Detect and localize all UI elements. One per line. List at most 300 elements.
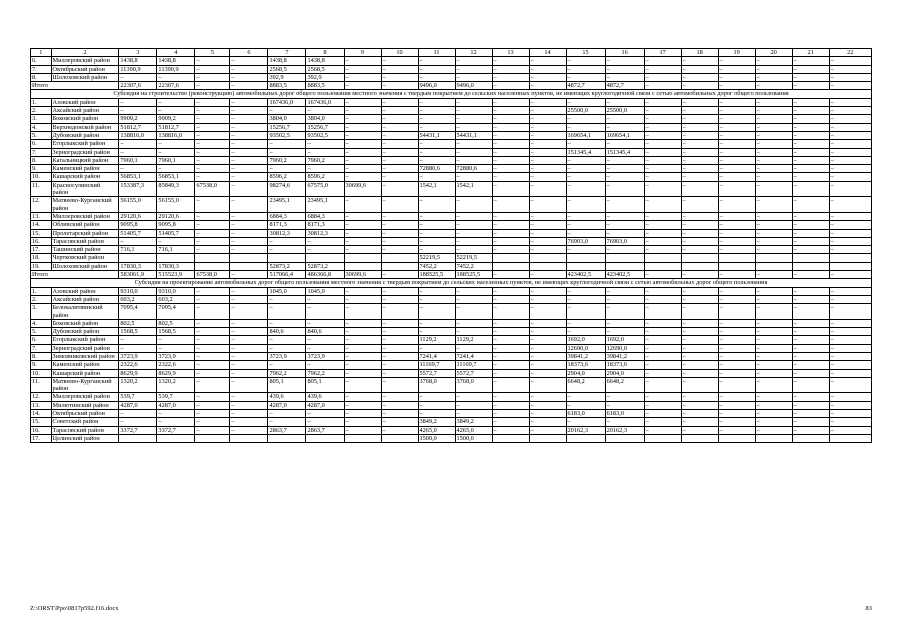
total-cell: 9496,0 xyxy=(418,82,455,90)
district-name: Октябрьский район xyxy=(51,410,119,418)
value-cell: – xyxy=(755,115,792,123)
value-cell: 11169,7 xyxy=(418,361,455,369)
total-cell: 517066,4 xyxy=(268,271,306,279)
column-number: 11 xyxy=(418,49,455,57)
value-cell: – xyxy=(492,369,529,377)
table-row xyxy=(31,148,872,156)
value-cell: 8171,3 xyxy=(268,221,306,229)
table-row xyxy=(31,181,872,197)
value-cell: – xyxy=(455,319,492,327)
value-cell: – xyxy=(381,73,418,81)
value-cell: – xyxy=(718,246,755,254)
table-row xyxy=(31,434,872,442)
value-cell: – xyxy=(230,221,268,229)
value-cell: – xyxy=(529,181,566,197)
value-cell: – xyxy=(681,181,718,197)
value-cell: – xyxy=(195,115,230,123)
value-cell: – xyxy=(755,173,792,181)
column-number: 15 xyxy=(566,49,605,57)
total-cell: – xyxy=(681,271,718,279)
value-cell: 2568,5 xyxy=(268,65,306,73)
value-cell xyxy=(829,262,871,270)
value-cell: – xyxy=(792,65,829,73)
value-cell: 54431,1 xyxy=(418,131,455,139)
district-name: Зерноградский район xyxy=(51,344,119,352)
value-cell: 840,6 xyxy=(268,328,306,336)
value-cell: 54431,1 xyxy=(455,131,492,139)
value-cell: – xyxy=(529,148,566,156)
column-number: 2 xyxy=(51,49,119,57)
value-cell: 6183,0 xyxy=(605,410,644,418)
value-cell: 1129,2 xyxy=(418,336,455,344)
column-number: 13 xyxy=(492,49,529,57)
value-cell: – xyxy=(829,246,871,254)
value-cell: 7095,4 xyxy=(157,304,195,320)
value-cell: – xyxy=(718,352,755,360)
value-cell: – xyxy=(755,237,792,245)
value-cell: – xyxy=(829,131,871,139)
value-cell: – xyxy=(829,65,871,73)
value-cell: – xyxy=(792,131,829,139)
value-cell: 72880,6 xyxy=(418,165,455,173)
value-cell: – xyxy=(718,237,755,245)
value-cell: – xyxy=(230,361,268,369)
value-cell: – xyxy=(381,156,418,164)
value-cell: – xyxy=(230,246,268,254)
value-cell: – xyxy=(566,165,605,173)
value-cell: – xyxy=(644,98,681,106)
value-cell xyxy=(306,254,344,262)
value-cell: – xyxy=(605,165,644,173)
value-cell: – xyxy=(792,319,829,327)
value-cell: – xyxy=(418,319,455,327)
value-cell: – xyxy=(344,131,381,139)
value-cell: – xyxy=(605,287,644,295)
total-label: Итого xyxy=(31,271,119,279)
value-cell: – xyxy=(195,212,230,220)
value-cell: – xyxy=(306,344,344,352)
section-heading: Субсидия на строительство (реконструкцию) автомобильных дорог общего пользования местного значения с твердым покрытием до сельских населенных пунктов, не имеющих круглогодичной связи с сетью автомобильных дорог общего пользования xyxy=(31,90,872,98)
value-cell: 1500,0 xyxy=(418,434,455,442)
value-cell: – xyxy=(195,123,230,131)
value-cell: – xyxy=(681,57,718,65)
value-cell: – xyxy=(718,156,755,164)
value-cell: – xyxy=(529,156,566,164)
page-number: 83 xyxy=(865,605,872,612)
value-cell: – xyxy=(681,344,718,352)
value-cell: – xyxy=(755,212,792,220)
value-cell: 56853,1 xyxy=(157,173,195,181)
value-cell: – xyxy=(381,131,418,139)
value-cell: – xyxy=(644,229,681,237)
value-cell: – xyxy=(792,115,829,123)
value-cell: 1542,1 xyxy=(455,181,492,197)
value-cell: – xyxy=(792,369,829,377)
value-cell xyxy=(157,254,195,262)
value-cell: – xyxy=(195,221,230,229)
value-cell: – xyxy=(644,361,681,369)
district-name: Дубовский район xyxy=(51,328,119,336)
table-row xyxy=(31,140,872,148)
value-cell: – xyxy=(644,181,681,197)
table-row xyxy=(31,73,872,81)
value-cell: 51812,7 xyxy=(157,123,195,131)
value-cell: – xyxy=(829,344,871,352)
value-cell: – xyxy=(529,57,566,65)
value-cell: 17830,3 xyxy=(157,262,195,270)
value-cell xyxy=(492,262,529,270)
value-cell: – xyxy=(681,221,718,229)
value-cell: – xyxy=(566,229,605,237)
total-cell: 4872,7 xyxy=(566,82,605,90)
value-cell: – xyxy=(230,304,268,320)
value-cell xyxy=(644,254,681,262)
value-cell: 1438,8 xyxy=(119,57,157,65)
row-number: 13. xyxy=(31,401,52,409)
value-cell: – xyxy=(755,181,792,197)
value-cell: – xyxy=(529,344,566,352)
value-cell xyxy=(268,254,306,262)
value-cell: – xyxy=(566,221,605,229)
value-cell xyxy=(755,434,792,442)
value-cell: – xyxy=(157,148,195,156)
table-row xyxy=(31,369,872,377)
value-cell: – xyxy=(644,221,681,229)
value-cell: 6884,3 xyxy=(268,212,306,220)
value-cell: – xyxy=(718,401,755,409)
value-cell: – xyxy=(829,173,871,181)
value-cell: – xyxy=(792,57,829,65)
value-cell: – xyxy=(344,352,381,360)
value-cell: – xyxy=(306,246,344,254)
value-cell: – xyxy=(755,418,792,426)
value-cell: 51405,7 xyxy=(119,229,157,237)
value-cell: 2322,6 xyxy=(119,361,157,369)
value-cell: 3804,0 xyxy=(268,115,306,123)
value-cell: – xyxy=(455,393,492,401)
value-cell: 169654,1 xyxy=(605,131,644,139)
value-cell: – xyxy=(755,319,792,327)
value-cell: – xyxy=(230,369,268,377)
value-cell: – xyxy=(792,165,829,173)
table-row xyxy=(31,377,872,393)
district-name: Тарасовский район xyxy=(51,237,119,245)
value-cell: – xyxy=(829,377,871,393)
row-number: 4. xyxy=(31,123,52,131)
value-cell: – xyxy=(718,361,755,369)
value-cell xyxy=(230,434,268,442)
value-cell: – xyxy=(529,197,566,213)
table-row xyxy=(31,123,872,131)
value-cell: – xyxy=(529,287,566,295)
value-cell: – xyxy=(681,173,718,181)
value-cell: – xyxy=(381,107,418,115)
value-cell: – xyxy=(605,295,644,303)
value-cell: – xyxy=(119,418,157,426)
value-cell: – xyxy=(644,287,681,295)
value-cell xyxy=(681,434,718,442)
value-cell: – xyxy=(344,344,381,352)
value-cell: – xyxy=(344,336,381,344)
value-cell: – xyxy=(455,246,492,254)
value-cell: – xyxy=(195,57,230,65)
value-cell: – xyxy=(605,115,644,123)
value-cell: – xyxy=(195,336,230,344)
value-cell: – xyxy=(829,123,871,131)
value-cell: – xyxy=(755,197,792,213)
value-cell: – xyxy=(755,148,792,156)
column-number: 22 xyxy=(829,49,871,57)
value-cell: – xyxy=(492,304,529,320)
row-number: 10. xyxy=(31,173,52,181)
value-cell: – xyxy=(381,165,418,173)
value-cell: 85849,3 xyxy=(157,181,195,197)
value-cell: – xyxy=(492,197,529,213)
row-number: 13. xyxy=(31,212,52,220)
table-row xyxy=(31,410,872,418)
value-cell: 17830,3 xyxy=(119,262,157,270)
value-cell: 439,6 xyxy=(268,393,306,401)
value-cell: – xyxy=(492,229,529,237)
value-cell: – xyxy=(718,123,755,131)
value-cell: – xyxy=(529,410,566,418)
table-row xyxy=(31,65,872,73)
value-cell: – xyxy=(381,361,418,369)
value-cell: – xyxy=(381,140,418,148)
value-cell: – xyxy=(344,197,381,213)
column-number: 6 xyxy=(230,49,268,57)
value-cell xyxy=(681,262,718,270)
value-cell: 30812,3 xyxy=(306,229,344,237)
value-cell: – xyxy=(644,131,681,139)
value-cell: 8629,9 xyxy=(119,369,157,377)
value-cell: – xyxy=(566,393,605,401)
value-cell: – xyxy=(829,418,871,426)
value-cell: – xyxy=(792,418,829,426)
value-cell: – xyxy=(119,148,157,156)
file-path: Z:\ORST\Ppo\0817p592.f16.docx xyxy=(30,605,119,612)
total-cell: – xyxy=(230,82,268,90)
table-body xyxy=(31,49,872,443)
value-cell: – xyxy=(195,229,230,237)
total-cell: – xyxy=(644,271,681,279)
value-cell: 1045,0 xyxy=(306,287,344,295)
value-cell: – xyxy=(230,173,268,181)
value-cell: – xyxy=(566,173,605,181)
total-cell: 4872,7 xyxy=(605,82,644,90)
district-name: Азовский район xyxy=(51,98,119,106)
value-cell: – xyxy=(718,418,755,426)
value-cell: – xyxy=(344,123,381,131)
row-number: 16. xyxy=(31,237,52,245)
value-cell: – xyxy=(230,65,268,73)
table-row xyxy=(31,173,872,181)
value-cell: – xyxy=(718,165,755,173)
column-number: 9 xyxy=(344,49,381,57)
value-cell: 20162,3 xyxy=(605,426,644,434)
value-cell: – xyxy=(681,73,718,81)
value-cell: – xyxy=(829,369,871,377)
row-number: 14. xyxy=(31,221,52,229)
value-cell: 392,9 xyxy=(268,73,306,81)
value-cell: – xyxy=(718,344,755,352)
value-cell: – xyxy=(492,148,529,156)
column-number: 1 xyxy=(31,49,52,57)
value-cell: – xyxy=(195,410,230,418)
value-cell: – xyxy=(718,229,755,237)
value-cell: 7960,2 xyxy=(268,156,306,164)
value-cell: 93502,5 xyxy=(306,131,344,139)
value-cell: – xyxy=(792,98,829,106)
value-cell: – xyxy=(566,287,605,295)
value-cell xyxy=(529,254,566,262)
value-cell: – xyxy=(829,336,871,344)
value-cell: – xyxy=(344,401,381,409)
value-cell: – xyxy=(681,65,718,73)
value-cell: – xyxy=(492,212,529,220)
value-cell: – xyxy=(418,98,455,106)
district-name: Миллеровский район xyxy=(51,393,119,401)
value-cell: 4287,0 xyxy=(306,401,344,409)
value-cell: – xyxy=(381,410,418,418)
row-number: 17. xyxy=(31,434,52,442)
table-row xyxy=(31,304,872,320)
value-cell: – xyxy=(230,197,268,213)
value-cell: – xyxy=(755,73,792,81)
table-row xyxy=(31,237,872,245)
value-cell: – xyxy=(718,393,755,401)
value-cell: – xyxy=(492,319,529,327)
value-cell: – xyxy=(681,328,718,336)
value-cell: – xyxy=(381,123,418,131)
value-cell: 1438,8 xyxy=(157,57,195,65)
total-cell: – xyxy=(195,82,230,90)
row-number: 6. xyxy=(31,140,52,148)
value-cell: – xyxy=(605,140,644,148)
value-cell: 51405,7 xyxy=(157,229,195,237)
value-cell: 9909,2 xyxy=(119,115,157,123)
value-cell: 3723,9 xyxy=(119,352,157,360)
value-cell: 3723,9 xyxy=(306,352,344,360)
value-cell: – xyxy=(119,410,157,418)
value-cell: – xyxy=(529,107,566,115)
value-cell: – xyxy=(381,393,418,401)
value-cell: – xyxy=(381,98,418,106)
value-cell: 840,6 xyxy=(306,328,344,336)
value-cell: – xyxy=(529,361,566,369)
value-cell: – xyxy=(306,418,344,426)
total-cell: – xyxy=(381,82,418,90)
value-cell: 52219,5 xyxy=(418,254,455,262)
table-row xyxy=(31,98,872,106)
value-cell: 6648,2 xyxy=(566,377,605,393)
value-cell: – xyxy=(529,221,566,229)
value-cell: – xyxy=(529,352,566,360)
value-cell: – xyxy=(829,212,871,220)
total-cell: 515523,9 xyxy=(157,271,195,279)
value-cell: – xyxy=(157,237,195,245)
value-cell: 25500,0 xyxy=(605,107,644,115)
table-row xyxy=(31,401,872,409)
value-cell: 5572,7 xyxy=(455,369,492,377)
value-cell: – xyxy=(492,287,529,295)
value-cell xyxy=(306,434,344,442)
value-cell: 603,2 xyxy=(157,295,195,303)
total-label: Итого xyxy=(31,82,119,90)
value-cell: – xyxy=(566,295,605,303)
value-cell: – xyxy=(418,123,455,131)
value-cell: 98274,6 xyxy=(268,181,306,197)
value-cell: 29120,6 xyxy=(157,212,195,220)
value-cell xyxy=(718,262,755,270)
table-row xyxy=(31,107,872,115)
total-cell: 188525,5 xyxy=(455,271,492,279)
row-number: 12. xyxy=(31,197,52,213)
value-cell: – xyxy=(306,336,344,344)
total-cell: – xyxy=(381,271,418,279)
value-cell: – xyxy=(492,156,529,164)
value-cell: – xyxy=(418,401,455,409)
value-cell: – xyxy=(381,401,418,409)
value-cell: – xyxy=(230,107,268,115)
value-cell: 2863,7 xyxy=(268,426,306,434)
row-number: 11. xyxy=(31,377,52,393)
column-number: 20 xyxy=(755,49,792,57)
value-cell: – xyxy=(529,426,566,434)
value-cell: – xyxy=(718,73,755,81)
value-cell: – xyxy=(381,369,418,377)
value-cell xyxy=(381,254,418,262)
value-cell: – xyxy=(455,98,492,106)
value-cell: – xyxy=(157,165,195,173)
table-row xyxy=(31,165,872,173)
district-name: Шолоховский район xyxy=(51,73,119,81)
value-cell: 151345,4 xyxy=(605,148,644,156)
value-cell: 11390,9 xyxy=(119,65,157,73)
value-cell: – xyxy=(418,237,455,245)
value-cell: – xyxy=(792,197,829,213)
value-cell xyxy=(381,262,418,270)
value-cell: 1500,0 xyxy=(455,434,492,442)
value-cell: – xyxy=(418,107,455,115)
value-cell: – xyxy=(268,410,306,418)
total-cell: – xyxy=(492,271,529,279)
value-cell: – xyxy=(344,73,381,81)
value-cell: – xyxy=(268,304,306,320)
value-cell: – xyxy=(268,246,306,254)
value-cell xyxy=(681,254,718,262)
row-number: 1. xyxy=(31,287,52,295)
table-row xyxy=(31,156,872,164)
value-cell: – xyxy=(195,173,230,181)
value-cell: 8171,3 xyxy=(306,221,344,229)
value-cell: 52219,5 xyxy=(455,254,492,262)
value-cell: – xyxy=(718,328,755,336)
value-cell: – xyxy=(644,212,681,220)
district-name: Матвеево-Курганский район xyxy=(51,197,119,213)
value-cell: – xyxy=(529,212,566,220)
value-cell: 56155,0 xyxy=(119,197,157,213)
value-cell: – xyxy=(455,221,492,229)
row-number: 1. xyxy=(31,98,52,106)
value-cell: – xyxy=(718,377,755,393)
value-cell: – xyxy=(529,328,566,336)
value-cell: – xyxy=(718,212,755,220)
value-cell: – xyxy=(829,319,871,327)
value-cell: – xyxy=(644,401,681,409)
value-cell: – xyxy=(644,304,681,320)
value-cell: – xyxy=(381,237,418,245)
